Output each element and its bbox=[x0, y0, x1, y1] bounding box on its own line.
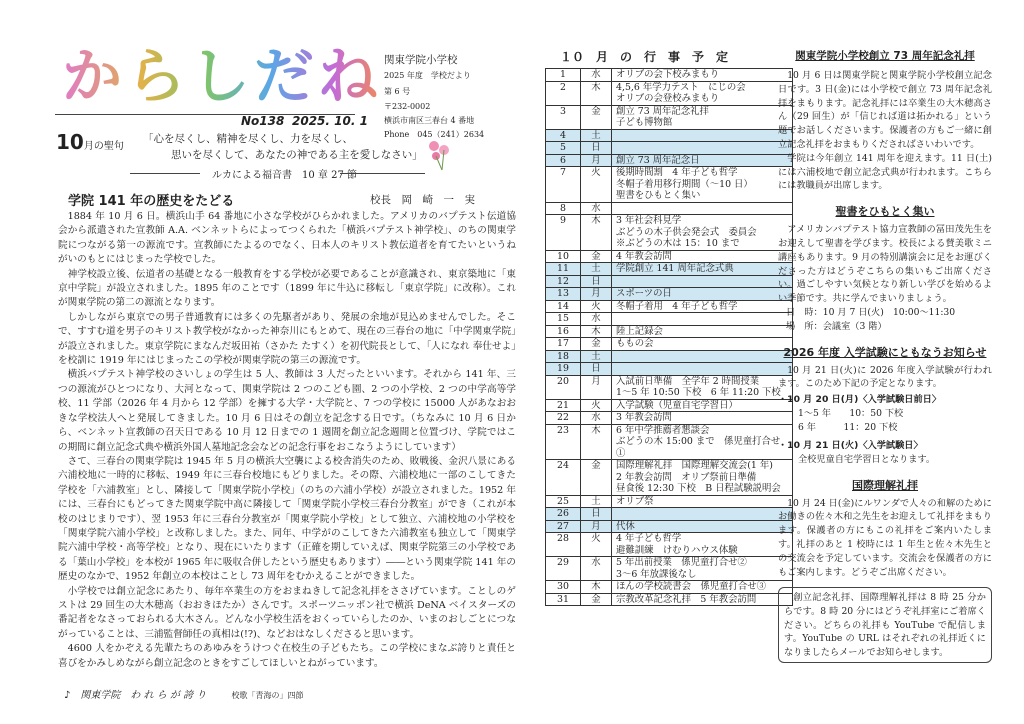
bible-study-time: 日 時：10 月 7 日(火) 10:00～11:30 bbox=[786, 306, 956, 318]
calendar-day: 9 bbox=[546, 215, 581, 251]
song-title: ♪ 関東学院 わ れ ら が 誇 り bbox=[64, 690, 207, 701]
calendar-event: 4 年子ども哲学 bbox=[616, 533, 682, 544]
calendar-event bbox=[616, 203, 788, 215]
calendar-weekday: 水 bbox=[581, 412, 612, 425]
calendar-row bbox=[546, 375, 793, 399]
calendar-events bbox=[612, 167, 793, 203]
calendar-weekday: 日 bbox=[581, 142, 612, 155]
calendar-day: 24 bbox=[546, 460, 581, 496]
calendar-event: 3 年社会科見学 bbox=[616, 215, 682, 226]
article-body bbox=[58, 210, 516, 671]
calendar-events bbox=[612, 363, 793, 376]
calendar-events bbox=[612, 581, 793, 594]
flower-icon bbox=[422, 136, 458, 172]
calendar-event: 聖書をひもとく集い bbox=[616, 190, 701, 201]
calendar-weekday: 日 bbox=[581, 363, 612, 376]
calendar-day: 12 bbox=[546, 275, 581, 288]
calendar-event bbox=[616, 130, 788, 142]
calendar-event: 入学試験（児童自宅学習日） bbox=[616, 399, 738, 411]
calendar-row bbox=[546, 424, 793, 460]
calendar-event: 創立 73 周年記念日 bbox=[616, 154, 700, 166]
calendar-events bbox=[612, 460, 793, 496]
calendar-events bbox=[612, 275, 793, 288]
calendar-weekday: 金 bbox=[581, 250, 612, 263]
calendar-events bbox=[612, 69, 793, 82]
calendar-day: 22 bbox=[546, 412, 581, 425]
calendar-day: 31 bbox=[546, 593, 581, 606]
calendar-day: 5 bbox=[546, 142, 581, 155]
calendar-row bbox=[546, 263, 793, 276]
address: 横浜市南区三春台 4 番地 bbox=[384, 116, 475, 125]
calendar-day: 11 bbox=[546, 263, 581, 276]
calendar-row bbox=[546, 215, 793, 251]
calendar-event: ぶどうの木 15:00 まで 係児童打合せ① bbox=[616, 436, 781, 459]
calendar-event: 宗教改革記念礼拝 5 年教会訪問 bbox=[616, 593, 757, 605]
calendar-events bbox=[612, 375, 793, 399]
calendar-day: 14 bbox=[546, 300, 581, 313]
calendar-day: 1 bbox=[546, 69, 581, 82]
calendar-events bbox=[612, 325, 793, 338]
calendar-row bbox=[546, 581, 793, 594]
calendar-events bbox=[612, 533, 793, 557]
calendar-weekday: 金 bbox=[581, 593, 612, 606]
calendar-day: 30 bbox=[546, 581, 581, 594]
calendar-day: 3 bbox=[546, 105, 581, 129]
calendar-row bbox=[546, 167, 793, 203]
calendar-row bbox=[546, 557, 793, 581]
article-paragraph: 4600 人をかぞえる先輩たちのあゆみをうけつぐ在校生の子どもたち。この学校にまなぶ誇りと責任と喜びをかみしめながら創立記念のときをすごしてほしいとねがっています。 bbox=[58, 643, 516, 669]
calendar-weekday: 木 bbox=[581, 424, 612, 460]
issue-date: 2025. 10. 1 bbox=[292, 114, 368, 128]
calendar-row bbox=[546, 300, 793, 313]
calendar-weekday: 水 bbox=[581, 69, 612, 82]
calendar-event: 昼食後 12:30 下校 B 日程試験説明会 bbox=[616, 483, 781, 494]
article-paragraph: 小学校では創立記念にあたり、毎年卒業生の方をおまねきして記念礼拝をささげています。ことしのゲストは 29 回生の大木穂高（おおきほたか）さんです。スポーツニッポン社で横浜 DeNA ベイスターズの番記者をなさっておられる大木さん。どんな小学校生活をおくっていらしたのか、いまのおしごとにつながっていることは、三浦監督師任の真相は(!?)、などおはなしくださると思います。 bbox=[58, 585, 516, 640]
calendar-event: ほんの学校読書会 係児童打合せ③ bbox=[616, 581, 767, 592]
calendar-events bbox=[612, 202, 793, 215]
calendar-events bbox=[612, 520, 793, 533]
verse-month-label: 月の聖句 bbox=[83, 141, 124, 152]
calendar-events bbox=[612, 399, 793, 412]
verse-line-1: 「心を尽くし、精神を尽くし、力を尽くし、 bbox=[143, 133, 353, 145]
calendar-row bbox=[546, 81, 793, 105]
verse-rule-left bbox=[130, 173, 200, 174]
calendar-event: 子ども博物館 bbox=[616, 117, 673, 128]
exam-notice-text: 10 月 21 日(火)に 2026 年度入学試験が行われます。このため下記の予定となります。 bbox=[778, 364, 992, 390]
calendar-row bbox=[546, 154, 793, 167]
calendar-day: 6 bbox=[546, 154, 581, 167]
calendar-event: ※ぶどうの木は 15：10 まで bbox=[616, 238, 740, 249]
calendar-event: ぶどうの木子供会発会式 委員会 bbox=[616, 226, 757, 238]
calendar-weekday: 木 bbox=[581, 81, 612, 105]
calendar-weekday: 火 bbox=[581, 399, 612, 412]
calendar-event: 3 年教会訪問 bbox=[616, 412, 672, 423]
calendar-event: 創立 73 周年記念礼拝 bbox=[616, 105, 709, 117]
calendar-event: 学院創立 141 周年記念式典 bbox=[616, 263, 734, 274]
calendar-day: 16 bbox=[546, 325, 581, 338]
calendar-weekday: 水 bbox=[581, 202, 612, 215]
calendar-row bbox=[546, 412, 793, 425]
calendar-events bbox=[612, 105, 793, 129]
calendar-weekday: 金 bbox=[581, 460, 612, 496]
calendar-weekday: 土 bbox=[581, 263, 612, 276]
calendar-day: 13 bbox=[546, 288, 581, 301]
calendar-row bbox=[546, 142, 793, 155]
exam-day: ・10 月 21 日(火)〈入学試験日〉 bbox=[778, 439, 923, 451]
calendar-weekday: 土 bbox=[581, 495, 612, 508]
calendar-day: 4 bbox=[546, 129, 581, 142]
verse-rule-right bbox=[340, 173, 425, 174]
calendar-event: 2 年教会訪問 オリブ祭前日準備 bbox=[616, 471, 757, 483]
anniversary-title: 関東学院小学校創立 73 周年記念礼拝 bbox=[795, 50, 975, 62]
calendar-event: 6 年中学推薦者懇談会 bbox=[616, 424, 710, 436]
bible-study-place: 場 所：会議室（3 階） bbox=[786, 320, 887, 332]
calendar-body bbox=[546, 69, 793, 606]
calendar-event: スポーツの日 bbox=[616, 288, 672, 299]
calendar-weekday: 火 bbox=[581, 167, 612, 203]
exam-day-a: 全校児童自宅学習日となります。 bbox=[798, 453, 936, 465]
calendar-event: 4,5,6 年学力テスト にじの会 bbox=[616, 81, 746, 93]
calendar-weekday: 金 bbox=[581, 105, 612, 129]
calendar-day: 20 bbox=[546, 375, 581, 399]
song-line bbox=[64, 686, 303, 701]
calendar-events bbox=[612, 350, 793, 363]
article-paragraph: さて、三春台の関東学院は 1945 年 5 月の横浜大空襲による校舎消失のため、敗戦後、金沢八景にある六浦校地に一時的に移転、1949 年に三春台校地にもどりました。その際、六浦校地に一部のこしてきた学校を「六浦教室」とし、隣接して「関東学院小学校」（のちの六浦小学校）が設立されました。1952 年には、三春台にもどってきた関東学院中高に隣接して「関東学院小学校三春台分教室」ができ（これが本校のはじまりです）、翌 1953 年に三春台分教室が「関東学院小学校」として独立、六浦校地の小学校を「関東学院六浦小学校」と改称しました。また、同年、中学がのこしてきた六浦教室も独立して「関東学院六浦中学校・高等学校」となり、現在にいたります（正確を期していえば、関東学院第三の小学校である「葉山小学校」を本校が 1965 年に吸収合併したという歴史もあります）――という関東学院 141 年の歴史のなかで、1952 年創立の本校はことし 73 周年をむかえることができました。 bbox=[58, 455, 516, 583]
verse-text bbox=[143, 131, 423, 163]
anniversary-text-2: 学院は今年創立 141 周年を迎えます。11 日(土)には六浦校地で創立記念式典が行われます。こちらには教職員が出席します。 bbox=[778, 152, 992, 192]
calendar-event bbox=[616, 508, 788, 520]
calendar-weekday: 金 bbox=[581, 338, 612, 351]
calendar-weekday: 月 bbox=[581, 288, 612, 301]
calendar-day: 2 bbox=[546, 81, 581, 105]
calendar-row bbox=[546, 533, 793, 557]
calendar-event bbox=[616, 351, 788, 363]
calendar-row bbox=[546, 520, 793, 533]
calendar-row bbox=[546, 129, 793, 142]
calendar-events bbox=[612, 129, 793, 142]
calendar-day: 28 bbox=[546, 533, 581, 557]
calendar-events bbox=[612, 154, 793, 167]
calendar-weekday: 土 bbox=[581, 350, 612, 363]
song-source: 校歌「青海の」四節 bbox=[231, 691, 304, 700]
article-paragraph: しかしながら東京での男子普通教育には多くの先駆者があり、発展の余地が見込めませんでした。そこで、すすむ道を男子のキリスト教学校がなかった神奈川にもとめて、現在の三春台の地に「中学関東学院」が設立されました。東京学院にまなんだ坂田祐（さかた たすく）を初代院長として、「人になれ 奉仕せよ」を校訓に 1919 年にはじまったこの学校が関東学院の第三の源流です。 bbox=[58, 311, 516, 367]
calendar-event: 陸上記録会 bbox=[616, 325, 663, 337]
calendar-event: オリブの会登校みまもり bbox=[616, 93, 720, 104]
article-author: 校長 岡 崎 一 実 bbox=[370, 194, 475, 206]
worship-notice-text: 創立記念礼拝、国際理解礼拝は 8 時 25 分からです。8 時 20 分にはどうぞ礼拝室にご着席ください。どちらの礼拝も YouTube で配信します。YouTube の URL はそれぞれの礼拝近くになりましたらメールでお知らせします。 bbox=[784, 592, 986, 658]
bible-study-text: アメリカンバプテスト協力宣教師の冨田茂先生をお迎えして聖書を学びます。校長による賛美歌ミニ講座もあります。9 月の特別講演会に足をお運びくださった方はどうぞこちらの集いもご出席ください。過ごしやすい気候となり新しい学びを始めるよい季節です。共に学んでまいりましょう。 bbox=[778, 224, 992, 305]
calendar-event: 入試前日準備 全学年 2 時間授業 bbox=[616, 375, 760, 387]
newsletter-title: からしだね bbox=[62, 42, 382, 112]
calendar-row bbox=[546, 275, 793, 288]
verse-month-number: 10 bbox=[56, 130, 84, 154]
right-column bbox=[778, 48, 992, 663]
calendar-day: 21 bbox=[546, 399, 581, 412]
verse-line-2: 思いを尽くして、あなたの神である主を愛しなさい」 bbox=[171, 149, 423, 161]
year-line: 2025 年度 学校だより bbox=[384, 71, 471, 80]
postal-code: 〒232-0002 bbox=[384, 102, 431, 111]
calendar-event: 3～6 年放課後なし bbox=[616, 568, 697, 580]
calendar-day: 18 bbox=[546, 350, 581, 363]
calendar-row bbox=[546, 460, 793, 496]
calendar-row bbox=[546, 313, 793, 326]
intl-worship-title: 国際理解礼拝 bbox=[852, 478, 918, 492]
calendar-event: 5 年出前授業 係児童打合せ② bbox=[616, 557, 747, 568]
phone: Phone 045（241）2634 bbox=[384, 130, 485, 139]
calendar-row bbox=[546, 325, 793, 338]
calendar-day: 26 bbox=[546, 508, 581, 521]
calendar-day: 23 bbox=[546, 424, 581, 460]
calendar-event: ももの会 bbox=[616, 338, 654, 349]
calendar-weekday: 日 bbox=[581, 508, 612, 521]
school-info bbox=[384, 52, 494, 142]
calendar-events bbox=[612, 313, 793, 326]
calendar-event: 国際理解礼拝 国際理解交流会(1 年) bbox=[616, 460, 773, 471]
calendar-day: 10 bbox=[546, 250, 581, 263]
calendar-row bbox=[546, 69, 793, 82]
calendar-events bbox=[612, 508, 793, 521]
calendar-row bbox=[546, 338, 793, 351]
calendar-weekday: 木 bbox=[581, 325, 612, 338]
issue-number: No138 bbox=[241, 114, 285, 128]
calendar-weekday: 月 bbox=[581, 154, 612, 167]
calendar-weekday: 水 bbox=[581, 313, 612, 326]
calendar-day: 19 bbox=[546, 363, 581, 376]
calendar-event: 避難訓練 けむりハウス体験 bbox=[616, 544, 738, 556]
calendar-weekday: 土 bbox=[581, 129, 612, 142]
calendar-row bbox=[546, 593, 793, 606]
verse-month bbox=[56, 130, 124, 154]
calendar-day: 8 bbox=[546, 202, 581, 215]
calendar-events bbox=[612, 142, 793, 155]
calendar-title: １０ 月 の 行 事 予 定 bbox=[560, 50, 729, 64]
calendar-row bbox=[546, 363, 793, 376]
calendar-day: 27 bbox=[546, 520, 581, 533]
issue-count: 第 6 号 bbox=[384, 87, 411, 96]
article-paragraph: 神学校設立後、伝道者の基礎となる一般教育をする学校が必要であることが意識され、東京築地に「東京中学院」が設立されました。1895 年のことです（1899 年に牛込に移転し「東京学院」に改称）。これが関東学院の第二の源流となります。 bbox=[58, 268, 516, 309]
calendar-event: オリブの会下校みまもり bbox=[616, 69, 720, 80]
calendar-weekday: 木 bbox=[581, 581, 612, 594]
calendar-events bbox=[612, 300, 793, 313]
calendar-row bbox=[546, 399, 793, 412]
calendar-weekday: 水 bbox=[581, 557, 612, 581]
calendar-weekday: 月 bbox=[581, 520, 612, 533]
calendar-weekday: 火 bbox=[581, 533, 612, 557]
verse-source: ルカによる福音書 10 章 27 節 bbox=[212, 170, 357, 181]
calendar-event bbox=[616, 142, 788, 154]
anniversary-text: 10 月 6 日は関東学院と関東学院小学校創立記念日です。3 日(金)には小学校で創立 73 周年記念礼拝をまもります。記念礼拝には卒業生の大木穂高さん（29 回生）が「信じれば道は拓かれる」という題でお話しくださいます。保護者の方もご一緒に創立記念礼拝をおまもりくださればさいわいです。 bbox=[778, 70, 992, 150]
bible-study-title: 聖書をひもとく集い bbox=[835, 205, 935, 219]
calendar-row bbox=[546, 250, 793, 263]
calendar-row bbox=[546, 495, 793, 508]
calendar-events bbox=[612, 81, 793, 105]
article-paragraph: 横浜バプテスト神学校のさいしょの学生は 5 人、教師は 3 人だったといいます。それから 141 年、三つの源流がひとつになり、大河となって、関東学院は 2 つのこども園、2 つの小学校、2 つの中学高等学校、11 学部（2026 年 4 月から 12 学部）を擁する大学・大学院と、7 つの学校に 15000 人があなおおきな学校法人へと発展してきました。10 月 6 日はその創立を記念する日です。（ちなみに 10 月 6 日から、ベンネット宣教師の召天日である 10 月 12 日までの 1 週間を創立記念週間と位置づけ、学院ではこの期間に創立記念式典や横浜外国人墓地記念会などの記念行事をおこなうようにしています） bbox=[58, 369, 516, 453]
calendar-weekday: 月 bbox=[581, 375, 612, 399]
calendar-day: 25 bbox=[546, 495, 581, 508]
calendar-day: 15 bbox=[546, 313, 581, 326]
exam-day-before-b: 6 年 11：20 下校 bbox=[798, 421, 898, 433]
article-paragraph: 1884 年 10 月 6 日。横浜山手 64 番地に小さな学校がひらかれました。アメリカのバプテスト伝道協会から派遣された宣教師 A.A. ベンネットらによってつくられた「横浜バプテスト神学校」、のちの関東学院につながる第一の源流です。宣教師にたよるのでなく、日本人のキリスト教伝道者を育てたいというねがいのもとにはじまった学校でした。 bbox=[58, 211, 516, 266]
calendar-day: 17 bbox=[546, 338, 581, 351]
event-calendar bbox=[545, 68, 793, 606]
calendar-events bbox=[612, 424, 793, 460]
calendar-event: 冬帽子着用 4 年子ども哲学 bbox=[616, 300, 738, 312]
calendar-events bbox=[612, 593, 793, 606]
calendar-event: オリブ祭 bbox=[616, 495, 654, 507]
calendar-event: 代休 bbox=[616, 520, 635, 532]
calendar-event: 1～5 年 10:50 下校 6 年 11:20 下校 bbox=[616, 387, 781, 398]
article-title: 学院 141 年の歴史をたどる bbox=[68, 194, 235, 209]
calendar-events bbox=[612, 338, 793, 351]
exam-day-before: ・10 月 20 日(月)〈入学試験日前日〉 bbox=[778, 394, 942, 406]
calendar-event: 後期時間割 4 年子ども哲学 bbox=[616, 167, 738, 178]
calendar-event: 4 年教会訪問 bbox=[616, 250, 672, 262]
school-name: 関東学院小学校 bbox=[384, 54, 458, 66]
calendar-event bbox=[616, 276, 788, 288]
calendar-events bbox=[612, 263, 793, 276]
calendar-row bbox=[546, 350, 793, 363]
intl-worship-text: 10 月 24 日(金)にルワンダで人々の和解のためにお働きの佐々木和之先生をお迎えして礼拝をまもります。保護者の方にもこの礼拝をご案内いたします。礼拝のあと 1 校時には 1 年生と佐々木先生との交流会を予定しています。交流会を保護者の方にもご案内します。どうぞご出席ください。 bbox=[778, 497, 992, 578]
calendar-row bbox=[546, 202, 793, 215]
calendar-events bbox=[612, 288, 793, 301]
calendar-row bbox=[546, 105, 793, 129]
calendar-day: 29 bbox=[546, 557, 581, 581]
calendar-weekday: 木 bbox=[581, 215, 612, 251]
worship-notice-box bbox=[778, 587, 992, 663]
exam-day-before-a: 1～5 年 10：50 下校 bbox=[798, 408, 904, 420]
calendar-row bbox=[546, 288, 793, 301]
calendar-event bbox=[616, 313, 788, 325]
calendar-events bbox=[612, 412, 793, 425]
calendar-events bbox=[612, 557, 793, 581]
calendar-day: 7 bbox=[546, 167, 581, 203]
calendar-row bbox=[546, 508, 793, 521]
exam-notice-title: 2026 年度 入学試験にともなうお知らせ bbox=[783, 345, 987, 359]
calendar-events bbox=[612, 495, 793, 508]
calendar-event: 冬帽子着用移行期間（～10 日） bbox=[616, 178, 753, 190]
calendar-events bbox=[612, 250, 793, 263]
calendar-weekday: 日 bbox=[581, 275, 612, 288]
calendar-event bbox=[616, 363, 788, 375]
calendar-events bbox=[612, 215, 793, 251]
calendar-weekday: 火 bbox=[581, 300, 612, 313]
